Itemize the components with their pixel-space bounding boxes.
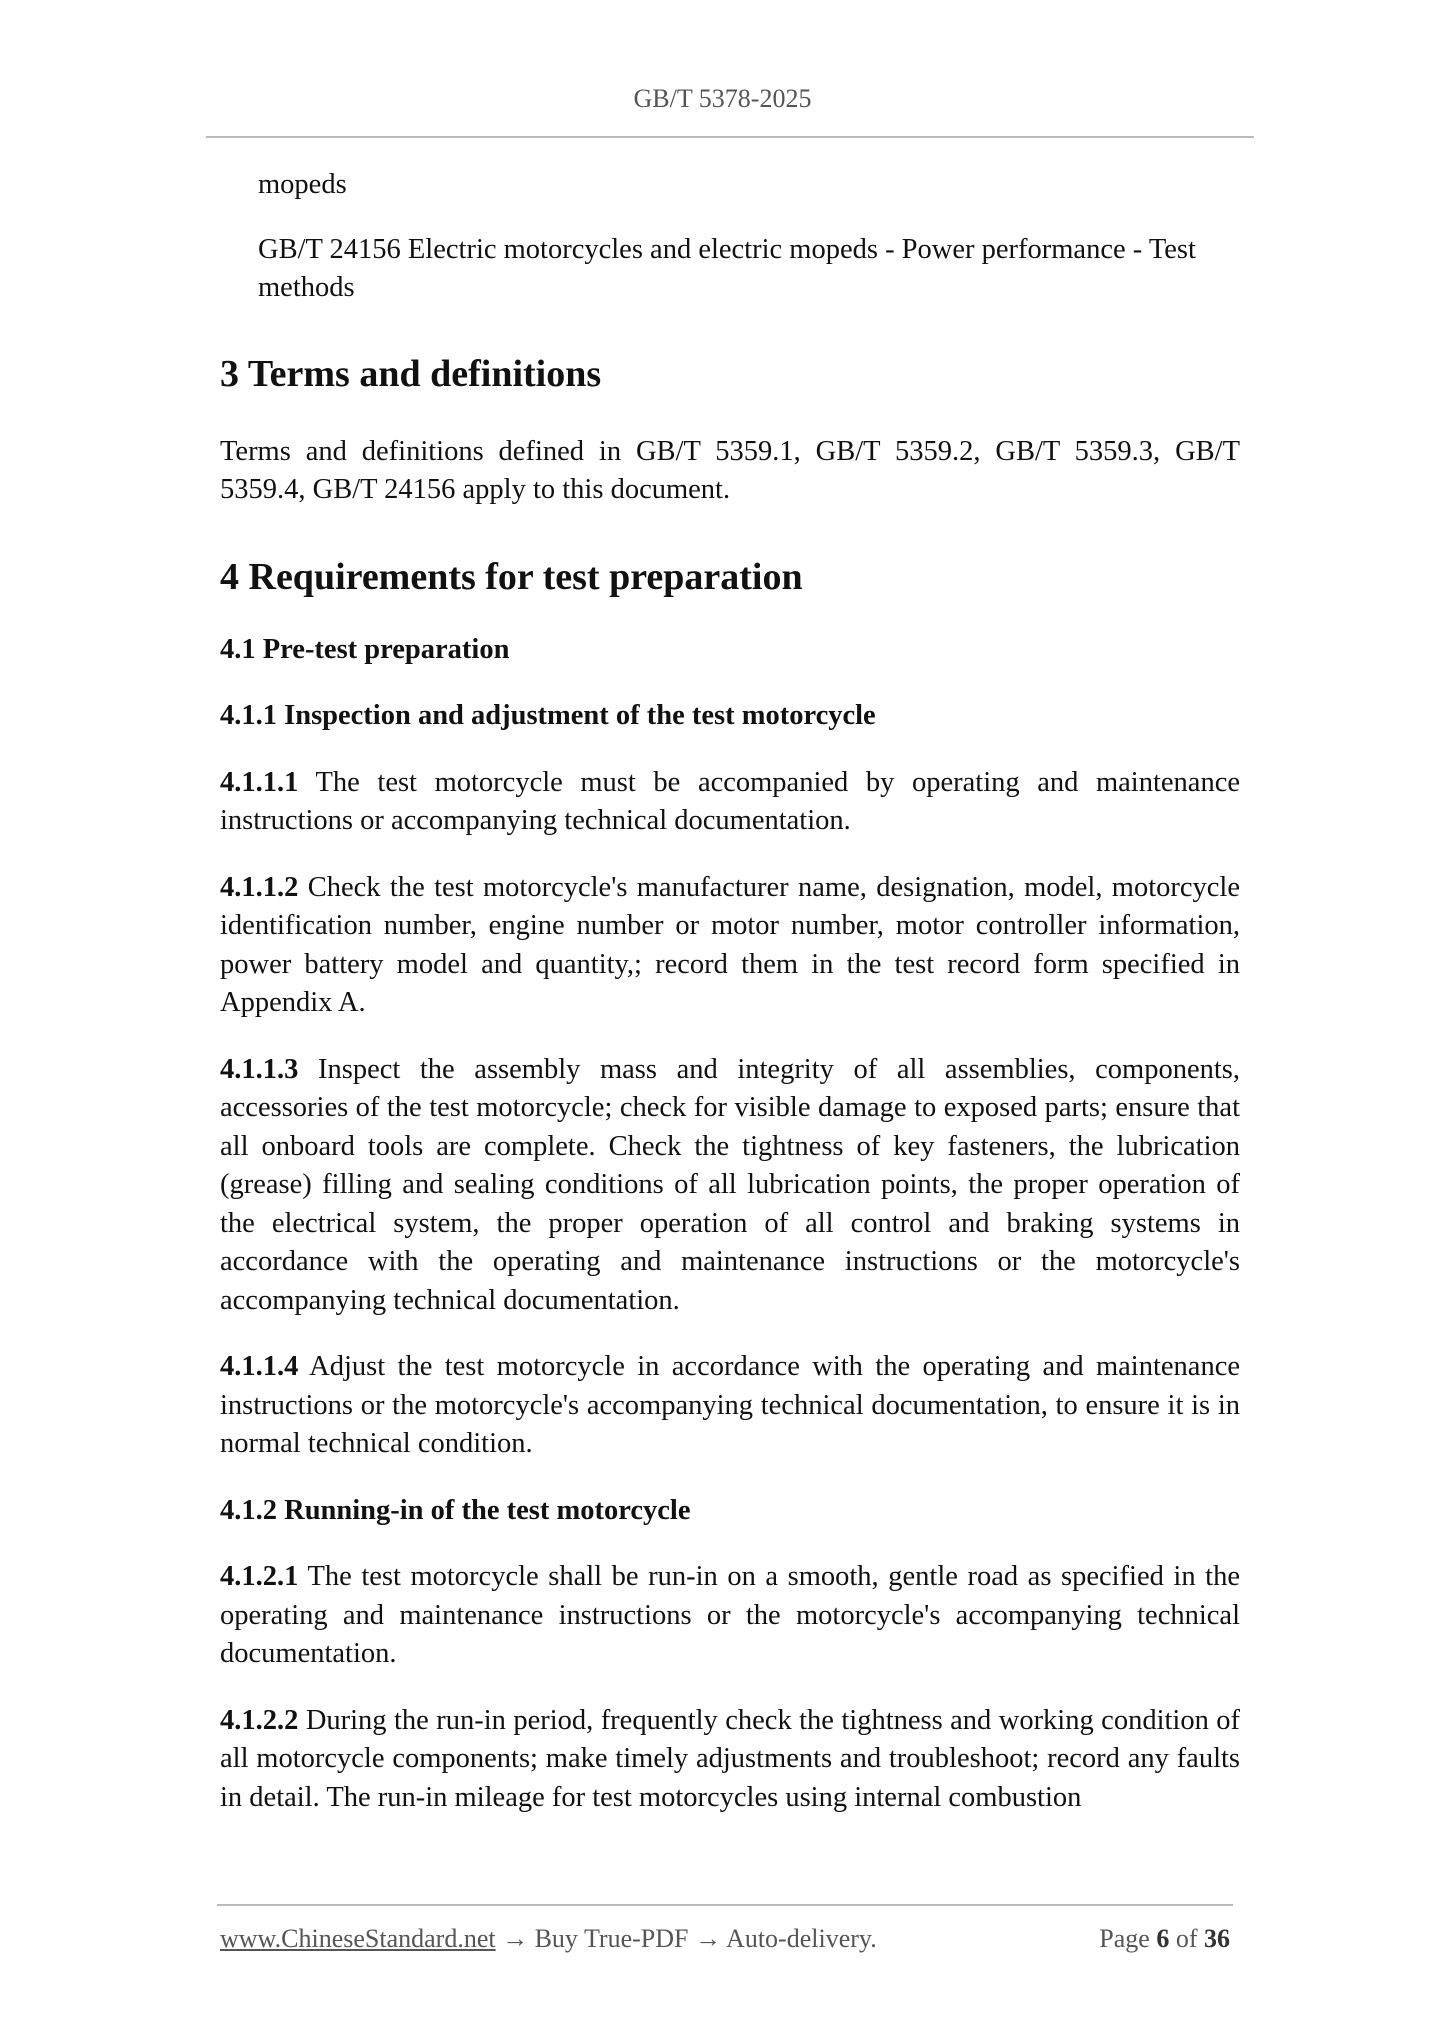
clause-paragraph	[220, 1558, 1240, 1674]
page-counter	[1099, 1924, 1230, 1954]
clause-text: The test motorcycle shall be run-in on a smooth, gentle road as specified in the operating and maintenance instructions or the motorcycle's accompanying technical documentation.	[220, 1561, 1240, 1669]
document-header-id: GB/T 5378-2025	[633, 84, 812, 113]
clause-number: 4.1.1.2	[220, 871, 299, 903]
subsection-heading-running-in: 4.1.2 Running-in of the test motorcycle	[220, 1494, 691, 1526]
clause-number: 4.1.1.1	[220, 766, 299, 798]
clause-text: Check the test motorcycle's manufacturer name, designation, model, motorcycle identification number, engine number or motor number, motor controller information, power battery model and quantity,; record them in the test record form specified in Appendix A.	[220, 871, 1241, 1018]
reference-item: mopeds	[258, 169, 347, 200]
clause-paragraph	[220, 1348, 1240, 1464]
subsection-heading-pretest: 4.1 Pre-test preparation	[220, 633, 510, 665]
total-page-count: 36	[1204, 1924, 1230, 1953]
current-page-number: 6	[1156, 1924, 1170, 1953]
subsection-heading-inspection: 4.1.1 Inspection and adjustment of the test motorcycle	[220, 700, 876, 731]
clause-paragraph	[220, 869, 1240, 1023]
clause-paragraph	[220, 1051, 1240, 1321]
clause-paragraph	[220, 1702, 1240, 1818]
page-content	[220, 166, 1240, 1845]
chinese-standard-link[interactable]: www.ChineseStandard.net	[220, 1924, 496, 1953]
clause-text: The test motorcycle must be accompanied by operating and maintenance instructions or accompanying technical documentation.	[220, 766, 1240, 836]
footer-promo	[220, 1924, 877, 1954]
clause-number: 4.1.2.2	[220, 1704, 299, 1736]
footer-promo-text: → Buy True-PDF → Auto-delivery.	[502, 1924, 877, 1953]
clause-number: 4.1.1.3	[220, 1053, 299, 1085]
clause-text: Adjust the test motorcycle in accordance with the operating and maintenance instructions or the motorcycle's accompanying technical documentation, to ensure it is in normal technical condition.	[220, 1351, 1240, 1459]
of-word: of	[1175, 1924, 1198, 1953]
header-divider	[206, 136, 1254, 138]
reference-item: GB/T 24156 Electric motorcycles and electric mopeds - Power performance - Test methods	[258, 233, 1196, 303]
clause-paragraph	[220, 764, 1240, 841]
clause-number: 4.1.1.4	[220, 1351, 299, 1382]
section-heading-terms: 3 Terms and definitions	[220, 352, 602, 395]
section-heading-requirements: 4 Requirements for test preparation	[220, 555, 803, 598]
page-word: Page	[1099, 1924, 1150, 1953]
clause-text: Inspect the assembly mass and integrity of all assemblies, components, accessories of the test motorcycle; check for visible damage to exposed parts; ensure that all onboard tools are complete. Check the tightness of key fasteners, the lubrication (grease) filling and sealing conditions of all lubrication points, the proper operation of the electrical system, the proper operation of all control and braking systems in accordance with the operating and maintenance instructions or the motorcycle's accompanying technical documentation.	[220, 1053, 1240, 1316]
terms-paragraph: Terms and definitions defined in GB/T 5359.1, GB/T 5359.2, GB/T 5359.3, GB/T 5359.4, GB/T 24156 apply to this document.	[220, 435, 1240, 505]
clause-number: 4.1.2.1	[220, 1561, 299, 1592]
clause-text: During the run-in period, frequently check the tightness and working condition of all motorcycle components; make timely adjustments and troubleshoot; record any faults in detail. The run-in mileage for test motorcycles using internal combustion	[220, 1704, 1240, 1813]
footer-divider	[217, 1904, 1233, 1906]
